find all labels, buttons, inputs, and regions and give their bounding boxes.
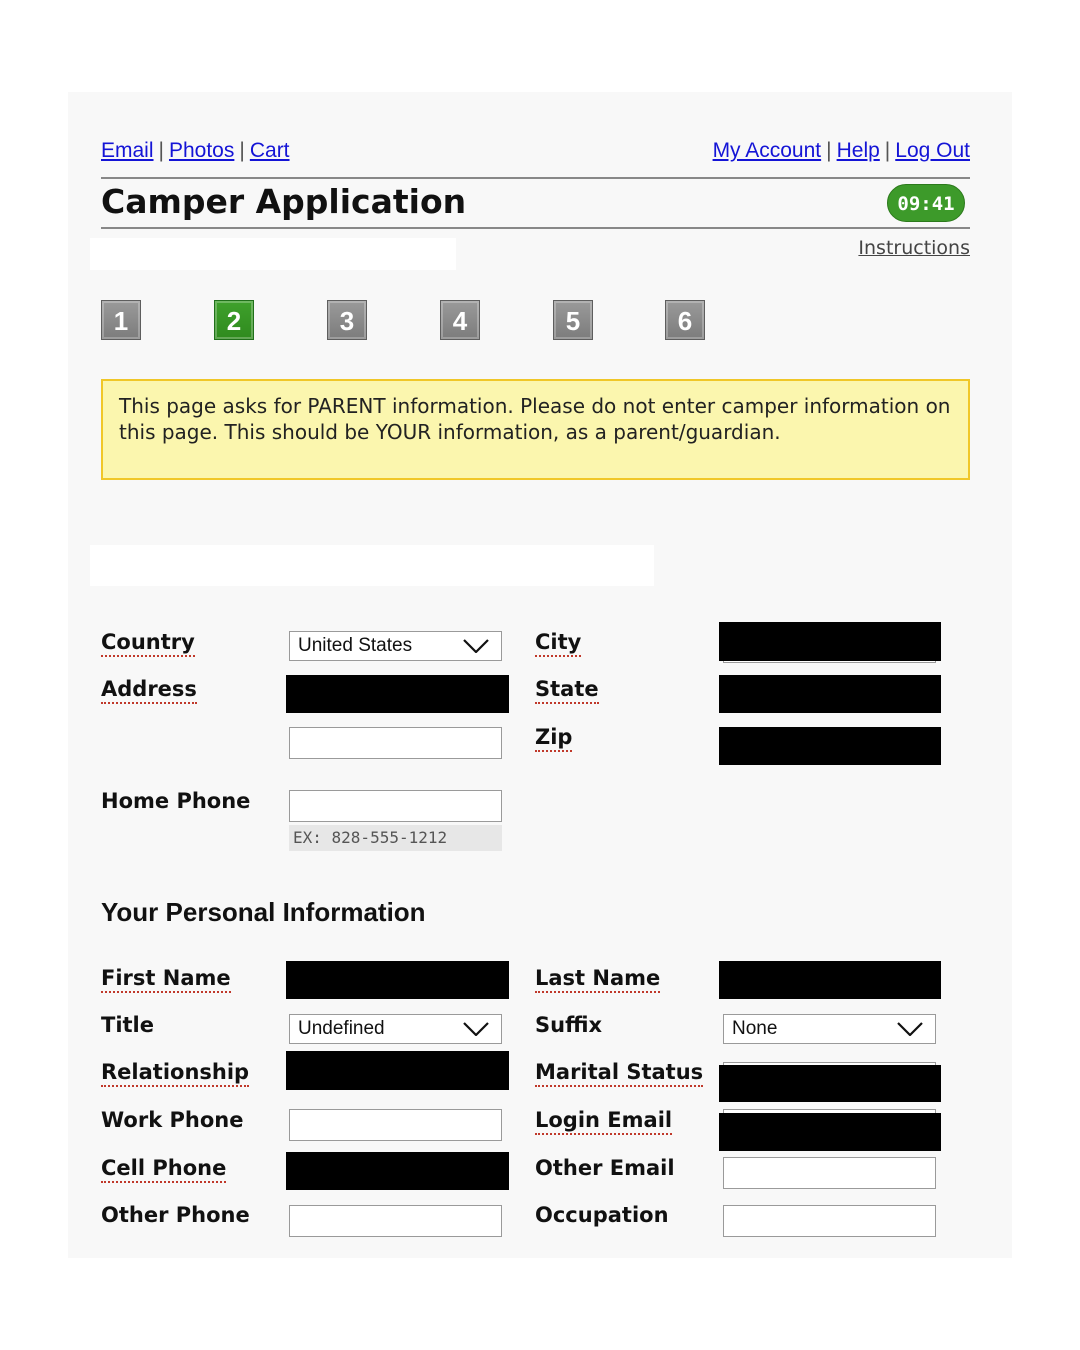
redacted-first-name (286, 961, 509, 999)
step-3-button[interactable]: 3 (327, 300, 367, 340)
country-select-value: United States (298, 635, 413, 656)
occupation-label: Occupation (535, 1203, 669, 1227)
last-name-label: Last Name (535, 966, 660, 990)
cell-phone-label: Cell Phone (101, 1156, 226, 1180)
step-5-button[interactable]: 5 (553, 300, 593, 340)
redacted-relationship (286, 1051, 509, 1090)
state-label: State (535, 677, 599, 701)
redacted-cell-phone (286, 1152, 509, 1190)
other-phone-label: Other Phone (101, 1203, 250, 1227)
top-nav-right (713, 139, 970, 163)
blank-banner (90, 545, 654, 586)
title-select-value: Undefined (298, 1018, 385, 1039)
country-select[interactable] (289, 631, 502, 661)
redacted-zip (719, 727, 941, 765)
step-1-button[interactable]: 1 (101, 300, 141, 340)
first-name-label: First Name (101, 966, 231, 990)
nav-separator: | (239, 139, 245, 162)
email-link[interactable]: Email (101, 139, 154, 162)
header-divider-top (101, 177, 970, 179)
chevron-down-icon (463, 639, 489, 653)
top-nav-left (101, 139, 290, 163)
suffix-select-value: None (732, 1018, 778, 1039)
work-phone-input[interactable] (289, 1109, 502, 1141)
marital-status-label: Marital Status (535, 1060, 703, 1084)
work-phone-label: Work Phone (101, 1108, 244, 1132)
step-2-button[interactable]: 2 (214, 300, 254, 340)
other-phone-input[interactable] (289, 1205, 502, 1237)
log-out-link[interactable]: Log Out (895, 139, 970, 162)
other-email-input[interactable] (723, 1157, 936, 1189)
occupation-input[interactable] (723, 1205, 936, 1237)
login-email-label: Login Email (535, 1108, 672, 1132)
cart-link[interactable]: Cart (249, 139, 290, 162)
redacted-login-email (719, 1113, 941, 1151)
redacted-city (719, 622, 941, 661)
address-label: Address (101, 677, 197, 701)
address-line-2-input[interactable] (289, 727, 502, 759)
relationship-label: Relationship (101, 1060, 249, 1084)
my-account-link[interactable]: My Account (712, 139, 822, 162)
city-label: City (535, 630, 581, 654)
blank-banner (90, 238, 456, 270)
home-phone-label: Home Phone (101, 789, 251, 813)
parent-info-notice: This page asks for PARENT information. Please do not enter camper information on this page. This should be YOUR information, as a parent/guardian. (101, 379, 970, 480)
step-4-button[interactable]: 4 (440, 300, 480, 340)
nav-separator: | (826, 139, 832, 162)
country-label: Country (101, 630, 195, 654)
nav-separator: | (158, 139, 164, 162)
other-email-label: Other Email (535, 1156, 675, 1180)
redacted-marital-status (719, 1065, 941, 1102)
help-link[interactable]: Help (836, 139, 880, 162)
redacted-address-line-1 (286, 675, 509, 713)
nav-separator: | (884, 139, 891, 162)
page-title: Camper Application (101, 182, 467, 221)
photos-link[interactable]: Photos (168, 139, 235, 162)
home-phone-input[interactable] (289, 790, 502, 822)
chevron-down-icon (463, 1022, 489, 1036)
home-phone-hint: EX: 828-555-1212 (289, 825, 502, 851)
title-select[interactable] (289, 1014, 502, 1044)
zip-label: Zip (535, 725, 572, 749)
suffix-label: Suffix (535, 1013, 603, 1037)
suffix-select[interactable] (723, 1014, 936, 1044)
session-timer: 09:41 (887, 184, 965, 222)
header-divider-bottom (101, 227, 970, 229)
step-6-button[interactable]: 6 (665, 300, 705, 340)
section-title-personal: Your Personal Information (101, 897, 426, 927)
redacted-state (719, 675, 941, 713)
redacted-last-name (719, 961, 941, 999)
instructions-link[interactable]: Instructions (858, 237, 970, 259)
title-label: Title (101, 1013, 155, 1037)
chevron-down-icon (897, 1022, 923, 1036)
